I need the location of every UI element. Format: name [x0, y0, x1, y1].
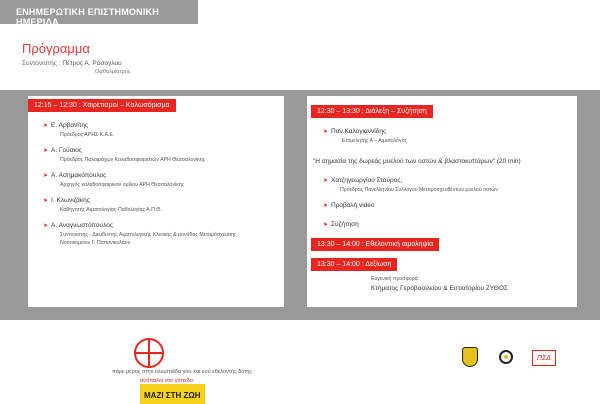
- aris-emblem-icon: [462, 347, 478, 367]
- arrow-icon: ➤: [323, 129, 329, 135]
- lecture-session-bar: 12:30 – 13:30 : Διάλεξη – Συζήτηση: [311, 105, 433, 118]
- courtesy-label: Ευγενική προσφορά:: [371, 276, 420, 282]
- coordinator-name: Πέτρος Α. Ράσογλου: [62, 60, 122, 67]
- speaker-role: Πρόεδρος Παλαιμάχων Καλαθοσφαιριστών ΑΡΗ Θεσσαλονίκης: [60, 157, 206, 163]
- coordinator-role: Οφθαλμίατρος: [95, 69, 131, 75]
- association-logo: ΠΣΔ: [532, 350, 556, 366]
- talk-title: "Η σημασία της δωρεάς μυελού των οστών & βλαστοκυττάρων" (20 min): [313, 158, 521, 165]
- program-title: Πρόγραμμα: [22, 41, 90, 56]
- basketball-icon: [134, 338, 164, 368]
- slogan-line: πάρε μέρος στην ολυμπιάδα γίνε και εσύ εθελοντής δότης: [112, 369, 253, 375]
- event-title-bar: [0, 0, 198, 27]
- speaker-role: Επιμελητής Α – Αιματολόγος: [342, 138, 407, 144]
- reception-bar: 13:30 – 14:00 : Δεξίωση: [311, 258, 397, 271]
- arrow-icon: ➤: [43, 173, 49, 179]
- speaker-name: ➤ Παν.Καλογιαννίδης: [323, 128, 387, 135]
- coordinator-label: Συντονιστής :: [22, 60, 61, 67]
- event-title: ΕΝΗΜΕΡΩΤΙΚΗ ΕΠΙΣΤΗΜΟΝΙΚΗ ΗΜΕΡΙΔΑ: [16, 7, 159, 27]
- welcome-session-bar: 12:15 – 12:30 : Χαιρετισμοί – Καλωσόρισμα: [28, 99, 176, 112]
- speaker-name: ➤ Ε. Αρβανίτης: [43, 122, 89, 129]
- speaker-role: Καθηγητής Αιματολογίας-Παθολογίας Α.Π.Θ.: [60, 207, 162, 213]
- arrow-icon: ➤: [323, 203, 329, 209]
- video-item: ➤ Προβολή video: [323, 202, 375, 209]
- speaker-name: ➤ Ι. Κλωνιζάκης: [43, 197, 90, 204]
- arrow-icon: ➤: [43, 223, 49, 229]
- speaker-role: Αρχηγός καλαθοσφαιρικού ομίλου ΑΡΗ Θεσσαλονίκης: [60, 182, 185, 188]
- courtesy-sponsor: Κτήματος Γεροβασιλείου & Εστιατορίου ΖΥΘΟΣ: [371, 285, 508, 292]
- blood-donation-bar: 13:30 – 14:00 : Εθελοντική αιμοληψία: [311, 238, 439, 251]
- speaker-name: ➤ Α. Ασημακόπουλος: [43, 172, 107, 179]
- club-emblem-icon: [499, 350, 513, 364]
- speaker-role: Πρόεδρος ΑΡΗΣ Κ.Α.Ε.: [60, 132, 115, 138]
- arrow-icon: ➤: [323, 178, 329, 184]
- speaker-role: Συντονιστής - Διευθυντής Αιματολογικής Κλινικής & μονάδας Μεταμόσχευσης: [60, 232, 237, 238]
- speaker-role: Πρόεδρος Πανελληνίου Συλλόγου Μεταμοσχευθέντων μυελού οστών: [340, 187, 498, 193]
- arrow-icon: ➤: [43, 123, 49, 129]
- speaker-name: ➤ Χατζηγεωργίου Σταύρος,: [323, 177, 403, 184]
- speaker-name: ➤ Α. Γούσιος: [43, 147, 82, 154]
- coordinator-line: [22, 60, 122, 67]
- slogan-together: ΜΑΖΙ ΣΤΗ ΖΩΗ: [144, 391, 201, 400]
- arrow-icon: ➤: [323, 222, 329, 228]
- arrow-icon: ➤: [43, 198, 49, 204]
- slogan-opponents: αντίπαλοι στο γήπεδο: [140, 378, 193, 384]
- campaign-logo: [112, 334, 262, 400]
- arrow-icon: ➤: [43, 148, 49, 154]
- speaker-name: ➤ Α. Αναγνωστόπουλος: [43, 222, 113, 229]
- slogan-box: [140, 384, 205, 404]
- speaker-role-line2: Νοσοκομείου Γ. Παπανικολάου: [60, 240, 131, 246]
- discussion-item: ➤ Συζήτηση: [323, 221, 359, 228]
